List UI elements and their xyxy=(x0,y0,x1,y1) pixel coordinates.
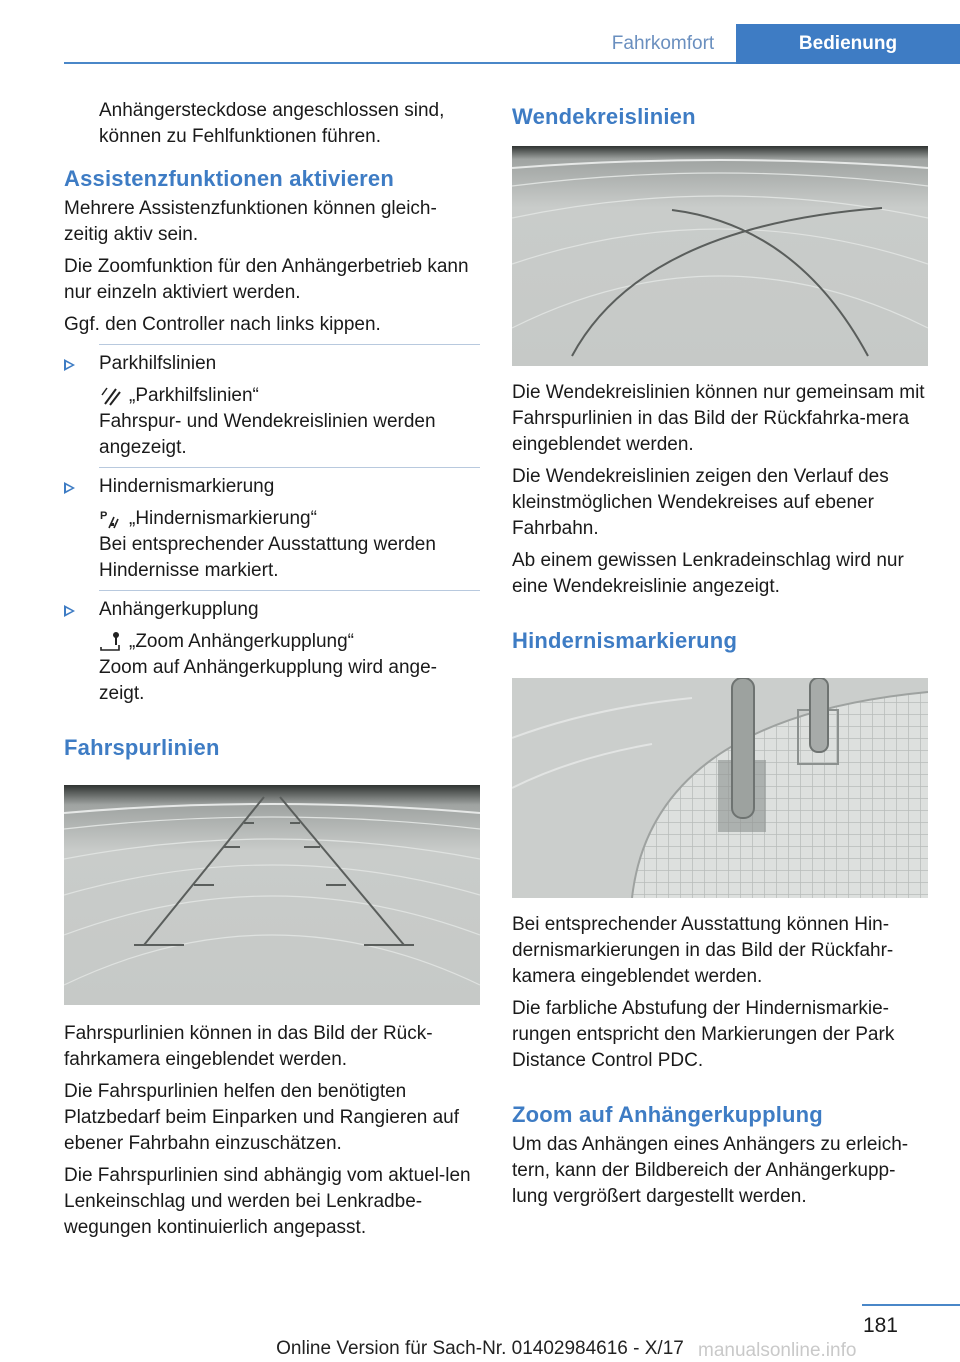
paragraph-fahr-1: Fahrspurlinien können in das Bild der Rück-fahrkamera eingeblendet werden. xyxy=(64,1023,433,1070)
list-item-anhaengerkupplung xyxy=(64,597,480,707)
heading-wendekreislinien: Wendekreislinien xyxy=(512,104,696,129)
bullet-triangle-icon xyxy=(64,482,75,494)
separator xyxy=(99,590,480,591)
watermark: manualsonline.info xyxy=(698,1340,857,1361)
list-item-description: Fahrspur- und Wendekreislinien werden angezeigt. xyxy=(99,411,436,458)
list-item-label: Anhängerkupplung xyxy=(99,599,259,620)
page-number: 181 xyxy=(862,1314,898,1337)
intro-line-1: Anhängersteckdose angeschlossen sind, xyxy=(99,100,445,121)
heading-assistenzfunktionen: Assistenzfunktionen aktivieren xyxy=(64,166,394,191)
paragraph-wende-1: Die Wendekreislinien können nur gemeinsam mit Fahrspurlinien in das Bild der Rückfahrka-mera eingeblendet werden. xyxy=(512,382,925,455)
figure-fahrspurlinien xyxy=(64,785,480,1005)
intro-line-2: können zu Fehlfunktionen führen. xyxy=(99,126,382,147)
heading-zoom-anhaengerkupplung: Zoom auf Anhängerkupplung xyxy=(512,1102,823,1127)
paragraph-hinder-2: Die farbliche Abstufung der Hindernismarkie-rungen entspricht den Markierungen der Park Distance Control PDC. xyxy=(512,998,895,1071)
paragraph-wende-2: Die Wendekreislinien zeigen den Verlauf des kleinstmöglichen Wendekreises auf ebener Fahrbahn. xyxy=(512,466,889,539)
bullet-triangle-icon xyxy=(64,605,75,617)
icon-line xyxy=(64,629,480,655)
heading-fahrspurlinien: Fahrspurlinien xyxy=(64,735,220,760)
paragraph-zoom-1: Um das Anhängen eines Anhängers zu erleich-tern, kann der Bildbereich der Anhängerkupp-lung vergrößert dargestellt werden. xyxy=(512,1134,909,1207)
paragraph-assist-1: Mehrere Assistenzfunktionen können gleich-zeitig aktiv sein. xyxy=(64,198,437,245)
left-column xyxy=(64,98,480,1247)
paragraph-assist-3: Ggf. den Controller nach links kippen. xyxy=(64,314,381,335)
footer-rule xyxy=(862,1304,960,1306)
icon-line xyxy=(64,383,480,409)
tab-fahrkomfort[interactable]: Fahrkomfort xyxy=(611,33,715,54)
turning-circle-illustration xyxy=(512,146,928,366)
separator xyxy=(99,467,480,468)
trailer-hitch-icon[interactable] xyxy=(99,631,123,653)
paragraph-fahr-2: Die Fahrspurlinien helfen den benötigten Platzbedarf beim Einparken und Rangieren auf ebener Fahrbahn einzuschätzen. xyxy=(64,1081,460,1154)
paragraph-wende-3: Ab einem gewissen Lenkradeinschlag wird nur eine Wendekreislinie angezeigt. xyxy=(512,550,904,597)
paragraph-fahr-3: Die Fahrspurlinien sind abhängig vom aktuel-len Lenkeinschlag und werden bei Lenkradbe-wegungen kontinuierlich angepasst. xyxy=(64,1165,471,1238)
tab-bedienung[interactable]: Bedienung xyxy=(736,24,960,64)
list-item-label: Hindernismarkierung xyxy=(99,476,275,497)
obstacle-marking-icon[interactable] xyxy=(99,508,123,530)
icon-label: „Hindernismarkierung“ xyxy=(129,508,317,529)
icon-label: „Parkhilfslinien“ xyxy=(129,385,259,406)
online-version-footer: Online Version für Sach-Nr. 01402984616 - X/17 xyxy=(276,1338,684,1359)
list-item-description: Zoom auf Anhängerkupplung wird ange-zeigt. xyxy=(99,657,438,704)
separator xyxy=(99,344,480,345)
paragraph-assist-2: Die Zoomfunktion für den Anhängerbetrieb kann nur einzeln aktiviert werden. xyxy=(64,256,469,303)
lane-lines-illustration xyxy=(64,785,480,1005)
figure-wendekreislinien xyxy=(512,146,928,366)
list-item-hindernismarkierung xyxy=(64,474,480,584)
list-item-label: Parkhilfslinien xyxy=(99,353,217,374)
right-column xyxy=(512,98,928,1216)
icon-label: „Zoom Anhängerkupplung“ xyxy=(129,631,354,652)
bullet-triangle-icon xyxy=(64,359,75,371)
svg-text:P: P xyxy=(100,510,108,522)
icon-line xyxy=(64,506,480,532)
paragraph-hinder-1: Bei entsprechender Ausstattung können Hin-dernismarkierungen in das Bild der Rückfahr-kamera eingeblendet werden. xyxy=(512,914,894,987)
list-item-parkhilfslinien xyxy=(64,351,480,461)
heading-hindernismarkierung: Hindernismarkierung xyxy=(512,628,738,653)
obstacle-marking-illustration xyxy=(512,678,928,898)
figure-hindernismarkierung xyxy=(512,678,928,898)
parking-lines-icon[interactable] xyxy=(99,385,123,407)
list-item-description: Bei entsprechender Ausstattung werden Hindernisse markiert. xyxy=(99,534,436,581)
